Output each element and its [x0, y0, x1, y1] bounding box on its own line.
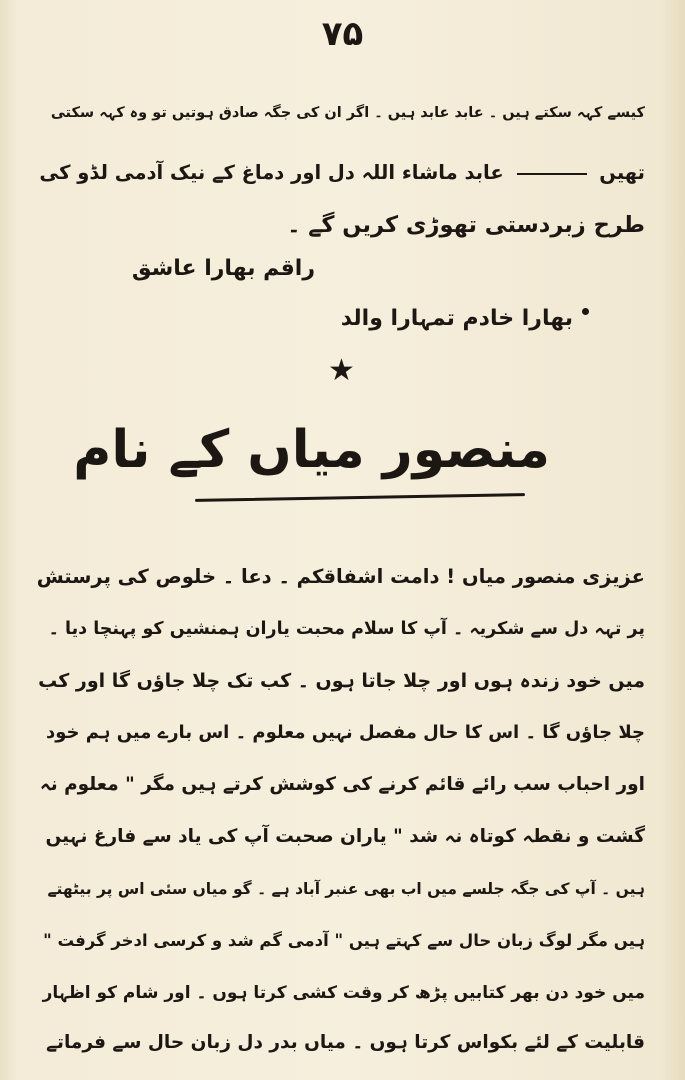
body-line: گشت و نقطہ کوتاہ نہ شد " یاران صحبت آپ کی یاد سے فارغ نہیں: [45, 826, 645, 847]
body-line: قابلیت کے لئے بکواس کرتا ہوں ۔ میاں بدر دل زبان حال سے فرماتے: [46, 1032, 645, 1053]
signature-line-1: راقم بھارا عاشق: [131, 256, 315, 281]
paragraph-line: کیسے کہہ سکتے ہیں ۔ عابد عابد ہیں ۔ اگر ان کی جگہ صادق ہوتیں تو وہ کہہ سکتی: [50, 105, 645, 121]
body-line: چلا جاؤں گا ۔ اس کا حال مفصل نہیں معلوم ۔ اس بارے میں ہم خود: [46, 722, 645, 743]
page-number: ۷۵: [321, 14, 364, 54]
body-line: اور احباب سب رائے قائم کرنے کی کوشش کرتے ہیں مگر " معلوم نہ: [39, 774, 645, 795]
paragraph-word: تھیں: [599, 161, 645, 184]
paragraph-line: طرح زبردستی تھوڑی کریں گے ۔: [287, 212, 645, 238]
body-line: میں خود زندہ ہوں اور چلا جاتا ہوں ۔ کب تک چلا جاؤں گا اور کب: [38, 670, 645, 692]
paragraph-line: [39, 158, 645, 188]
signature-line-2: بھارا خادم تمہارا والد: [340, 306, 573, 331]
section-heading: منصور میاں کے نام: [73, 420, 550, 480]
body-line: پر تہہ دل سے شکریہ ۔ آپ کا سلام محبت یاران ہمنشیں کو پہنچا دیا ۔: [48, 619, 645, 639]
dash-separator: [517, 173, 587, 175]
body-line: ہیں مگر لوگ زبان حال سے کہتے ہیں " آدمی گم شد و کرسی ادخر گرفت ": [43, 931, 645, 950]
star-icon: ★: [328, 353, 355, 388]
bullet-dot: [582, 308, 589, 315]
body-line: میں خود دن بھر کتابیں پڑھ کر وقت کشی کرتا ہوں ۔ اور شام کو اظہار: [42, 983, 645, 1003]
paragraph-fragment: عابد ماشاء اللہ دل اور دماغ کے نیک آدمی لڈو کی: [39, 161, 504, 184]
body-line: ہیں ۔ آپ کی جگہ جلسے میں اب بھی عنبر آباد ہے ۔ گو میاں سئی اس پر بیٹھتے: [47, 880, 645, 898]
body-line: عزیزی منصور میاں ! دامت اشفاقکم ۔ دعا ۔ خلوص کی پرستش: [36, 565, 645, 588]
